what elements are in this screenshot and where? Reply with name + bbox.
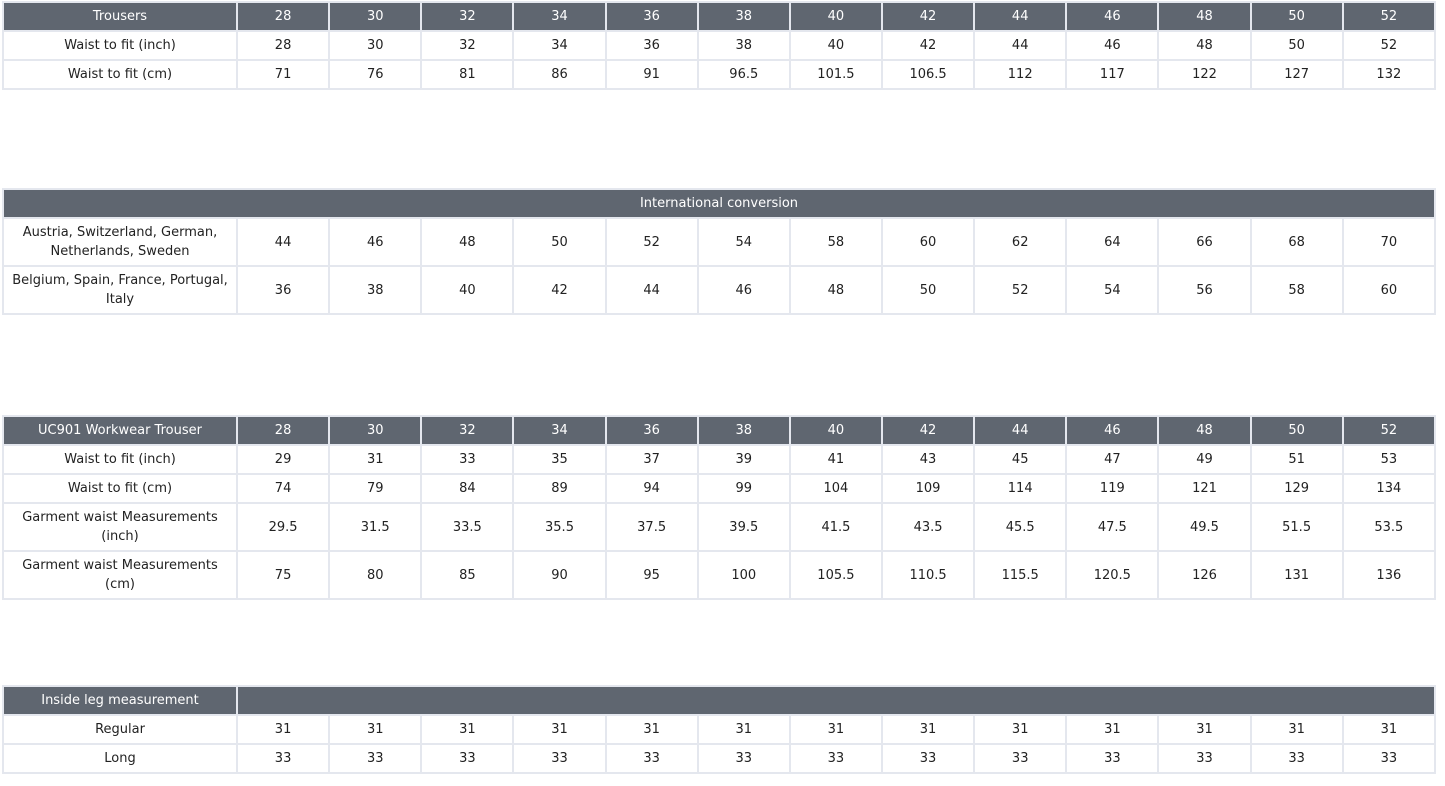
table-cell: 54: [698, 218, 790, 266]
table-cell: 79: [329, 474, 421, 503]
table-cell: 44: [606, 266, 698, 314]
table-cell: 120.5: [1066, 551, 1158, 599]
header-label: Trousers: [3, 2, 237, 31]
table-cell: 50: [513, 218, 605, 266]
header-size: 34: [513, 2, 605, 31]
header-size: 40: [790, 2, 882, 31]
table-cell: 100: [698, 551, 790, 599]
table-cell: 31: [882, 715, 974, 744]
international-conversion-table: [2, 188, 1436, 315]
table-cell: 45: [974, 445, 1066, 474]
table-cell: 105.5: [790, 551, 882, 599]
table-cell: 109: [882, 474, 974, 503]
table-cell: 74: [237, 474, 329, 503]
table-cell: 39: [698, 445, 790, 474]
table-row: [3, 744, 1435, 773]
table-cell: 34: [513, 31, 605, 60]
inside-leg-table: [2, 685, 1436, 774]
table-cell: 48: [1158, 31, 1250, 60]
table-cell: 33: [237, 744, 329, 773]
table-cell: 129: [1251, 474, 1343, 503]
table-cell: 40: [790, 31, 882, 60]
table-header-row: [3, 416, 1435, 445]
table-cell: 33: [974, 744, 1066, 773]
row-label: Belgium, Spain, France, Portugal, Italy: [3, 266, 237, 314]
table-cell: 127: [1251, 60, 1343, 89]
table-cell: 33.5: [421, 503, 513, 551]
table-cell: 58: [1251, 266, 1343, 314]
table-cell: 38: [698, 31, 790, 60]
table-cell: 31: [698, 715, 790, 744]
row-label: Garment waist Measurements (inch): [3, 503, 237, 551]
table-cell: 42: [882, 31, 974, 60]
table-cell: 36: [606, 31, 698, 60]
row-label: Long: [3, 744, 237, 773]
table-cell: 81: [421, 60, 513, 89]
table-cell: 33: [329, 744, 421, 773]
table-cell: 48: [421, 218, 513, 266]
header-size: 36: [606, 2, 698, 31]
table-cell: 35: [513, 445, 605, 474]
table-cell: 43.5: [882, 503, 974, 551]
table-cell: 33: [513, 744, 605, 773]
table-cell: 46: [1066, 31, 1158, 60]
table-row: [3, 60, 1435, 89]
table-cell: 112: [974, 60, 1066, 89]
row-label: Austria, Switzerland, German, Netherlands, Sweden: [3, 218, 237, 266]
table-cell: 49.5: [1158, 503, 1250, 551]
table-cell: 64: [1066, 218, 1158, 266]
table-cell: 46: [698, 266, 790, 314]
table-cell: 119: [1066, 474, 1158, 503]
table-cell: 33: [1343, 744, 1435, 773]
header-size: 40: [790, 416, 882, 445]
table-cell: 86: [513, 60, 605, 89]
table-cell: 47.5: [1066, 503, 1158, 551]
table-cell: 53: [1343, 445, 1435, 474]
table-cell: 48: [790, 266, 882, 314]
table-cell: 66: [1158, 218, 1250, 266]
table-cell: 38: [329, 266, 421, 314]
table-cell: 42: [513, 266, 605, 314]
trousers-size-table: [2, 1, 1436, 90]
table-row: [3, 474, 1435, 503]
table-cell: 31: [329, 445, 421, 474]
table-cell: 117: [1066, 60, 1158, 89]
table-cell: 50: [1251, 31, 1343, 60]
header-size: 28: [237, 2, 329, 31]
table-cell: 114: [974, 474, 1066, 503]
table-cell: 41: [790, 445, 882, 474]
header-size: 36: [606, 416, 698, 445]
header-size: 38: [698, 2, 790, 31]
table-cell: 58: [790, 218, 882, 266]
table-cell: 33: [606, 744, 698, 773]
header-size: 38: [698, 416, 790, 445]
table-cell: 56: [1158, 266, 1250, 314]
row-label: Waist to fit (cm): [3, 474, 237, 503]
table-cell: 31: [513, 715, 605, 744]
row-label: Waist to fit (inch): [3, 445, 237, 474]
table-cell: 52: [606, 218, 698, 266]
table-cell: 41.5: [790, 503, 882, 551]
row-label: Waist to fit (cm): [3, 60, 237, 89]
table-title: International conversion: [3, 189, 1435, 218]
header-size: 44: [974, 2, 1066, 31]
table-cell: 70: [1343, 218, 1435, 266]
table-cell: 33: [790, 744, 882, 773]
table-cell: 36: [237, 266, 329, 314]
row-label: Garment waist Measurements (cm): [3, 551, 237, 599]
table-cell: 28: [237, 31, 329, 60]
header-size: 30: [329, 2, 421, 31]
table-header-row: [3, 2, 1435, 31]
table-cell: 104: [790, 474, 882, 503]
table-cell: 33: [698, 744, 790, 773]
table-cell: 31: [1066, 715, 1158, 744]
header-size: 32: [421, 2, 513, 31]
table-cell: 52: [974, 266, 1066, 314]
header-size: 48: [1158, 2, 1250, 31]
table-cell: 76: [329, 60, 421, 89]
header-size: 48: [1158, 416, 1250, 445]
table-cell: 31.5: [329, 503, 421, 551]
row-label: Regular: [3, 715, 237, 744]
table-cell: 31: [421, 715, 513, 744]
header-size: 50: [1251, 2, 1343, 31]
table-cell: 29: [237, 445, 329, 474]
header-size: 50: [1251, 416, 1343, 445]
table-cell: 106.5: [882, 60, 974, 89]
header-blank: [237, 686, 1435, 715]
table-cell: 30: [329, 31, 421, 60]
table-cell: 33: [1158, 744, 1250, 773]
table-cell: 60: [882, 218, 974, 266]
header-size: 42: [882, 416, 974, 445]
table-cell: 49: [1158, 445, 1250, 474]
table-cell: 37: [606, 445, 698, 474]
table-cell: 31: [1251, 715, 1343, 744]
table-row: [3, 218, 1435, 266]
table-cell: 80: [329, 551, 421, 599]
table-cell: 31: [974, 715, 1066, 744]
header-size: 52: [1343, 2, 1435, 31]
header-size: 34: [513, 416, 605, 445]
table-cell: 84: [421, 474, 513, 503]
table-cell: 32: [421, 31, 513, 60]
table-cell: 62: [974, 218, 1066, 266]
table-cell: 29.5: [237, 503, 329, 551]
table-cell: 51: [1251, 445, 1343, 474]
table-cell: 91: [606, 60, 698, 89]
table-cell: 53.5: [1343, 503, 1435, 551]
table-cell: 132: [1343, 60, 1435, 89]
table-cell: 44: [237, 218, 329, 266]
table-cell: 31: [237, 715, 329, 744]
table-cell: 75: [237, 551, 329, 599]
table-header-row: [3, 189, 1435, 218]
table-row: [3, 445, 1435, 474]
table-cell: 39.5: [698, 503, 790, 551]
table-cell: 121: [1158, 474, 1250, 503]
table-cell: 43: [882, 445, 974, 474]
table-cell: 95: [606, 551, 698, 599]
table-cell: 40: [421, 266, 513, 314]
table-row: [3, 503, 1435, 551]
table-header-row: [3, 686, 1435, 715]
table-cell: 33: [421, 445, 513, 474]
table-row: [3, 266, 1435, 314]
table-cell: 99: [698, 474, 790, 503]
header-size: 46: [1066, 2, 1158, 31]
table-cell: 131: [1251, 551, 1343, 599]
table-cell: 101.5: [790, 60, 882, 89]
table-cell: 33: [1251, 744, 1343, 773]
header-label: UC901 Workwear Trouser: [3, 416, 237, 445]
table-cell: 31: [790, 715, 882, 744]
table-cell: 96.5: [698, 60, 790, 89]
table-cell: 126: [1158, 551, 1250, 599]
header-label: Inside leg measurement: [3, 686, 237, 715]
table-cell: 94: [606, 474, 698, 503]
table-cell: 45.5: [974, 503, 1066, 551]
table-cell: 46: [329, 218, 421, 266]
table-cell: 33: [882, 744, 974, 773]
table-cell: 110.5: [882, 551, 974, 599]
table-cell: 35.5: [513, 503, 605, 551]
table-cell: 52: [1343, 31, 1435, 60]
table-cell: 90: [513, 551, 605, 599]
table-row: [3, 551, 1435, 599]
table-cell: 31: [606, 715, 698, 744]
table-cell: 31: [1343, 715, 1435, 744]
table-cell: 115.5: [974, 551, 1066, 599]
table-cell: 60: [1343, 266, 1435, 314]
header-size: 28: [237, 416, 329, 445]
row-label: Waist to fit (inch): [3, 31, 237, 60]
table-cell: 54: [1066, 266, 1158, 314]
table-cell: 122: [1158, 60, 1250, 89]
table-cell: 136: [1343, 551, 1435, 599]
header-size: 46: [1066, 416, 1158, 445]
table-cell: 134: [1343, 474, 1435, 503]
table-cell: 47: [1066, 445, 1158, 474]
table-cell: 31: [329, 715, 421, 744]
table-cell: 37.5: [606, 503, 698, 551]
table-row: [3, 715, 1435, 744]
table-row: [3, 31, 1435, 60]
table-cell: 89: [513, 474, 605, 503]
header-size: 44: [974, 416, 1066, 445]
table-cell: 50: [882, 266, 974, 314]
table-cell: 51.5: [1251, 503, 1343, 551]
table-cell: 68: [1251, 218, 1343, 266]
table-cell: 33: [421, 744, 513, 773]
table-cell: 33: [1066, 744, 1158, 773]
table-cell: 71: [237, 60, 329, 89]
header-size: 30: [329, 416, 421, 445]
header-size: 52: [1343, 416, 1435, 445]
header-size: 32: [421, 416, 513, 445]
table-cell: 85: [421, 551, 513, 599]
uc901-workwear-trouser-table: [2, 415, 1436, 600]
header-size: 42: [882, 2, 974, 31]
table-cell: 31: [1158, 715, 1250, 744]
table-cell: 44: [974, 31, 1066, 60]
